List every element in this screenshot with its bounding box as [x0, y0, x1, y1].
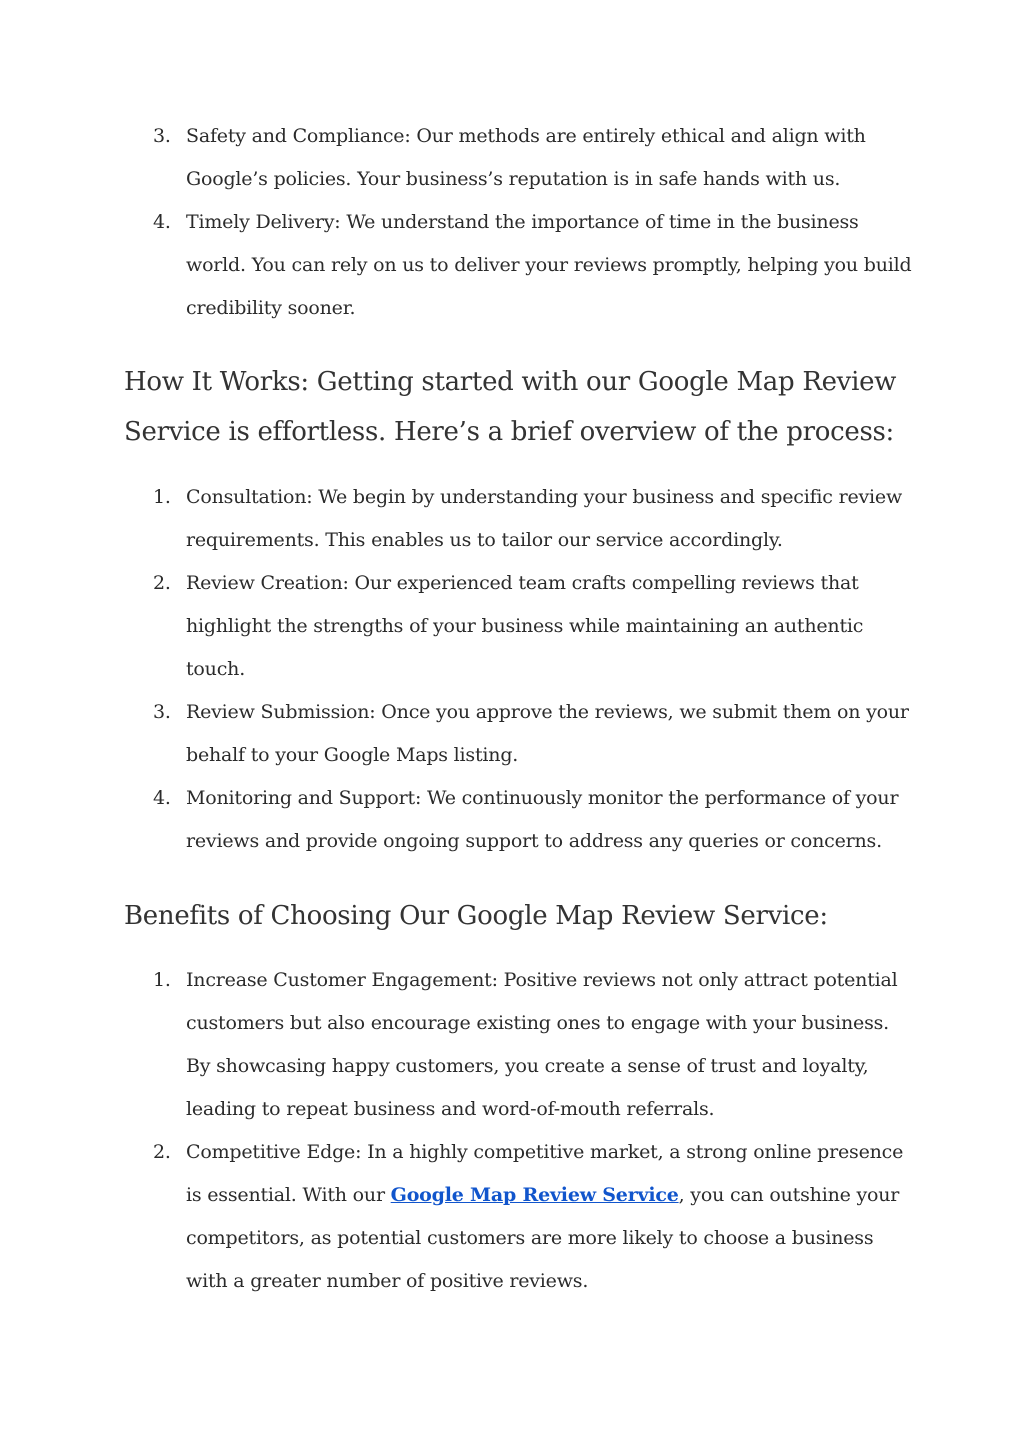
list-benefits [0, 959, 1024, 1303]
list-item [0, 201, 1024, 330]
list-item [0, 115, 1024, 201]
list-item-number: 3. [153, 125, 171, 147]
list-item-text: Review Creation: Our experienced team crafts compelling reviews that highlight the strengths of your business while maintaining an authentic touch. [186, 572, 864, 680]
heading-benefits: Benefits of Choosing Our Google Map Review Service: [124, 901, 828, 931]
list-item-text-before-link: Competitive Edge: In a highly competitive market, a strong online presence is essential. With our [186, 1141, 904, 1206]
list-item-number: 1. [153, 486, 171, 508]
list-item-text: Review Submission: Once you approve the reviews, we submit them on your behalf to your Google Maps listing. [186, 701, 909, 766]
list-item [0, 562, 1024, 691]
list-item-text: Timely Delivery: We understand the importance of time in the business world. You can rely on us to deliver your reviews promptly, helping you build credibility sooner. [186, 211, 912, 319]
list-item [0, 1131, 1024, 1303]
heading-how-it-works: How It Works: Getting started with our Google Map Review Service is effortless. Here’s a brief overview of the process: [124, 367, 897, 447]
list-features-continued [0, 115, 1024, 330]
list-item-text: Monitoring and Support: We continuously monitor the performance of your reviews and provide ongoing support to address any queries or concerns. [186, 787, 899, 852]
list-item-text: Consultation: We begin by understanding your business and specific review requirements. This enables us to tailor our service accordingly. [186, 486, 903, 551]
list-item-text-after-link: , you can outshine your competitors, as potential customers are more likely to choose a business with a greater number of positive reviews. [186, 1184, 900, 1292]
list-item-text: Safety and Compliance: Our methods are entirely ethical and align with Google’s policies. Your business’s reputation is in safe hands with us. [186, 125, 866, 190]
list-item [0, 777, 1024, 863]
google-map-review-service-link[interactable]: Google Map Review Service [390, 1184, 679, 1206]
list-item [0, 959, 1024, 1131]
list-item-number: 3. [153, 701, 171, 723]
list-item-number: 2. [153, 572, 171, 594]
list-item [0, 476, 1024, 562]
list-item-number: 2. [153, 1141, 171, 1163]
list-process-steps [0, 476, 1024, 863]
list-item-number: 4. [153, 211, 171, 233]
list-item-text: Increase Customer Engagement: Positive reviews not only attract potential customers but also encourage existing ones to engage with your business. By showcasing happy customers, you create a sense of trust and loyalty, leading to repeat business and word-of-mouth referrals. [186, 969, 898, 1120]
list-item-number: 1. [153, 969, 171, 991]
list-item-number: 4. [153, 787, 171, 809]
list-item [0, 691, 1024, 777]
